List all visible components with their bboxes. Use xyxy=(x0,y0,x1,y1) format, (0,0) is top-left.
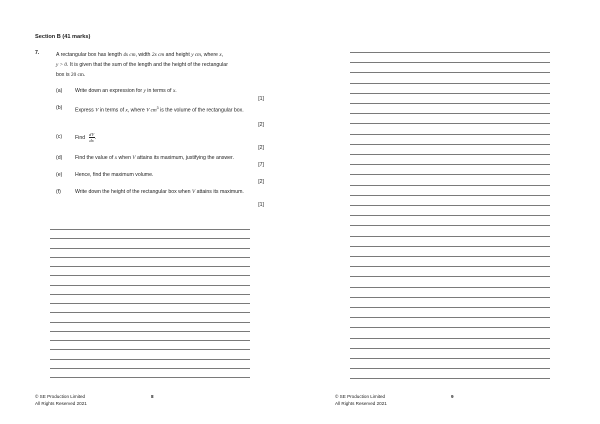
right-footer-copyright: © SE Production Limited xyxy=(335,394,386,399)
answer-line xyxy=(50,248,250,249)
answer-line xyxy=(350,378,550,379)
answer-line xyxy=(50,349,250,350)
part-b-label: (b) xyxy=(56,105,63,111)
answer-line xyxy=(350,103,550,104)
answer-line xyxy=(350,72,550,73)
right-page xyxy=(300,0,600,424)
answer-line xyxy=(50,322,250,323)
answer-line xyxy=(350,287,550,288)
answer-line xyxy=(350,93,550,94)
answer-line xyxy=(350,174,550,175)
answer-line xyxy=(350,276,550,277)
part-f-text: Write down the height of the rectangular box when V attains its maximum. xyxy=(75,189,244,195)
answer-line xyxy=(350,83,550,84)
answer-line xyxy=(50,359,250,360)
answer-line xyxy=(50,331,250,332)
answer-line xyxy=(350,266,550,267)
answer-line xyxy=(350,164,550,165)
part-d-marks: [7] xyxy=(258,162,264,168)
answer-line xyxy=(50,257,250,258)
part-d-text: Find the value of x when V attains its maximum, justifying the answer. xyxy=(75,155,234,161)
answer-line xyxy=(350,205,550,206)
answer-line xyxy=(350,297,550,298)
answer-line xyxy=(50,266,250,267)
right-footer-rights: All Rights Reserved 2021 xyxy=(335,400,387,406)
part-b-text: Express V in terms of x, where V $cm^3$ is the volume of the rectangular box. xyxy=(75,106,244,114)
answer-line xyxy=(350,236,550,237)
part-c-text: Find $\frac{dV}{dx}$ . xyxy=(75,132,97,143)
left-footer xyxy=(35,394,87,407)
part-d-label: (d) xyxy=(56,155,63,161)
part-a-label: (a) xyxy=(56,88,63,94)
part-c-marks: [2] xyxy=(258,145,264,151)
part-b-marks: [2] xyxy=(258,122,264,128)
answer-line xyxy=(350,134,550,135)
answer-line xyxy=(350,144,550,145)
answer-line xyxy=(50,303,250,304)
answer-line xyxy=(50,377,250,378)
answer-line xyxy=(50,312,250,313)
right-footer xyxy=(335,394,387,407)
answer-line xyxy=(50,285,250,286)
answer-line xyxy=(50,368,250,369)
answer-line xyxy=(350,52,550,53)
part-f-label: (f) xyxy=(56,189,61,195)
part-e-label: (e) xyxy=(56,172,63,178)
part-a-marks: [1] xyxy=(258,96,264,102)
part-c-label: (c) xyxy=(56,134,63,140)
section-title: Section B (41 marks) xyxy=(35,34,91,40)
left-footer-rights: All Rights Reserved 2021 xyxy=(35,400,87,406)
part-a-text: Write down an expression for y in terms of x. xyxy=(75,88,177,94)
answer-line xyxy=(350,62,550,63)
answer-line xyxy=(50,340,250,341)
answer-line xyxy=(350,123,550,124)
left-footer-copyright: © SE Production Limited xyxy=(35,394,86,399)
answer-line xyxy=(350,317,550,318)
derivative-fraction: $\frac{dV}{dx}$ xyxy=(89,132,95,143)
part-e-text: Hence, find the maximum volume. xyxy=(75,172,154,178)
answer-line xyxy=(50,238,250,239)
answer-line xyxy=(350,307,550,308)
answer-line xyxy=(350,338,550,339)
answer-line xyxy=(350,154,550,155)
part-f-marks: [1] xyxy=(258,202,264,208)
answer-line xyxy=(350,185,550,186)
answer-line xyxy=(350,327,550,328)
left-page-number: 8 xyxy=(151,394,154,399)
answer-line xyxy=(350,256,550,257)
right-page-number: 9 xyxy=(451,394,454,399)
answer-line xyxy=(350,358,550,359)
answer-line xyxy=(350,113,550,114)
answer-line xyxy=(350,195,550,196)
answer-line xyxy=(350,215,550,216)
answer-line xyxy=(350,246,550,247)
question-number: 7. xyxy=(35,50,40,56)
answer-line xyxy=(50,275,250,276)
question-stem: A rectangular box has length 4x cm, width 2x cm and height y cm, where x, y > 0. It is given that the sum of the length and the height of the rectangular box is 20 cm. xyxy=(56,51,228,78)
answer-line xyxy=(350,348,550,349)
answer-line xyxy=(350,225,550,226)
part-e-marks: [2] xyxy=(258,179,264,185)
answer-line xyxy=(350,368,550,369)
answer-line xyxy=(50,229,250,230)
answer-line xyxy=(50,294,250,295)
